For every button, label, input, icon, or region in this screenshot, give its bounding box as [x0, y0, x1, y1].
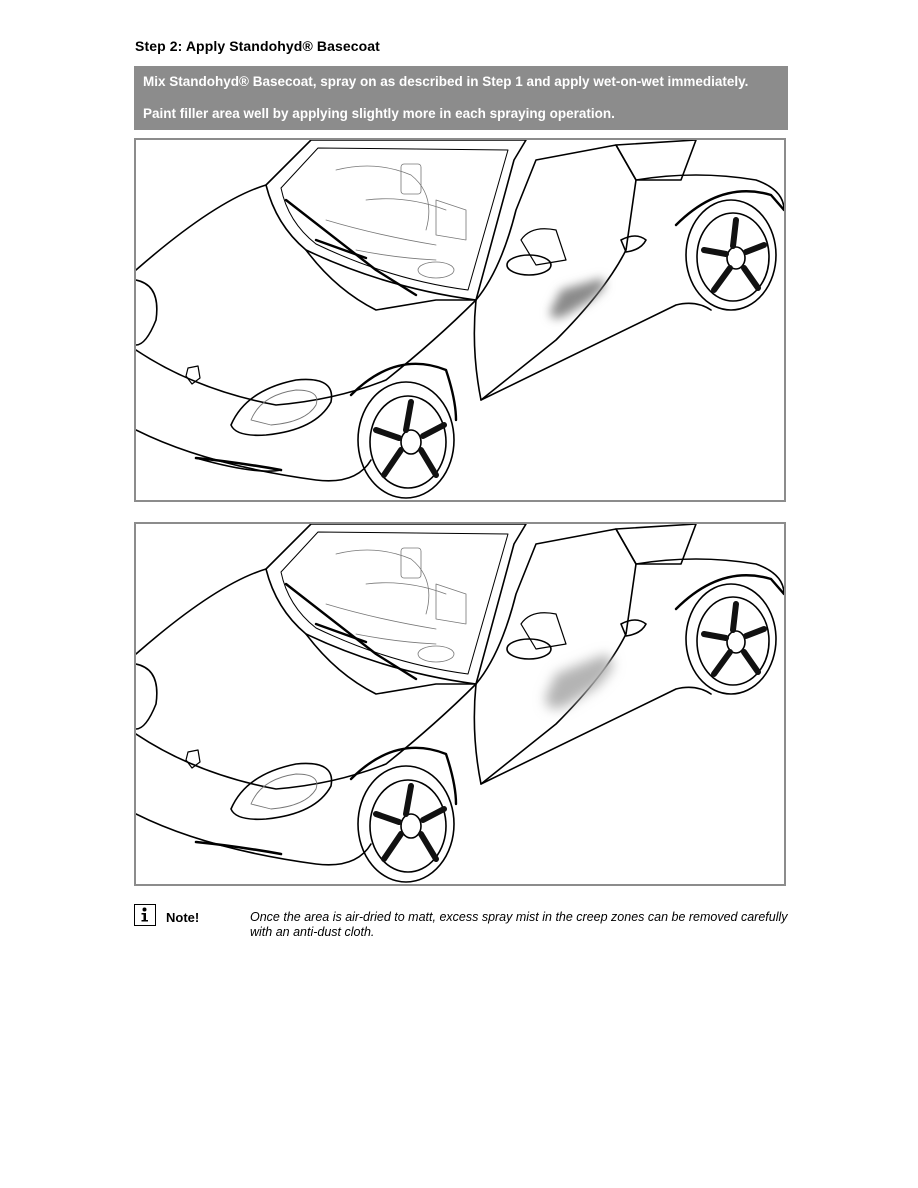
car-illustration-icon — [136, 140, 784, 500]
note-text: Once the area is air-dried to matt, excess spray mist in the creep zones can be removed carefully with an anti-dust cloth. — [250, 910, 788, 939]
instruction-box — [134, 66, 788, 130]
car-illustration-icon — [136, 524, 784, 884]
step-title: Step 2: Apply Standohyd® Basecoat — [135, 38, 380, 54]
instruction-line-1: Mix Standohyd® Basecoat, spray on as described in Step 1 and apply wet-on-wet immediately. — [143, 74, 749, 89]
car-illustration-2 — [134, 522, 786, 886]
note-label: Note! — [166, 910, 200, 925]
paint-patch — [551, 279, 605, 318]
info-icon — [134, 904, 156, 926]
car-illustration-1 — [134, 138, 786, 502]
instruction-line-2: Paint filler area well by applying slightly more in each spraying operation. — [143, 106, 615, 121]
